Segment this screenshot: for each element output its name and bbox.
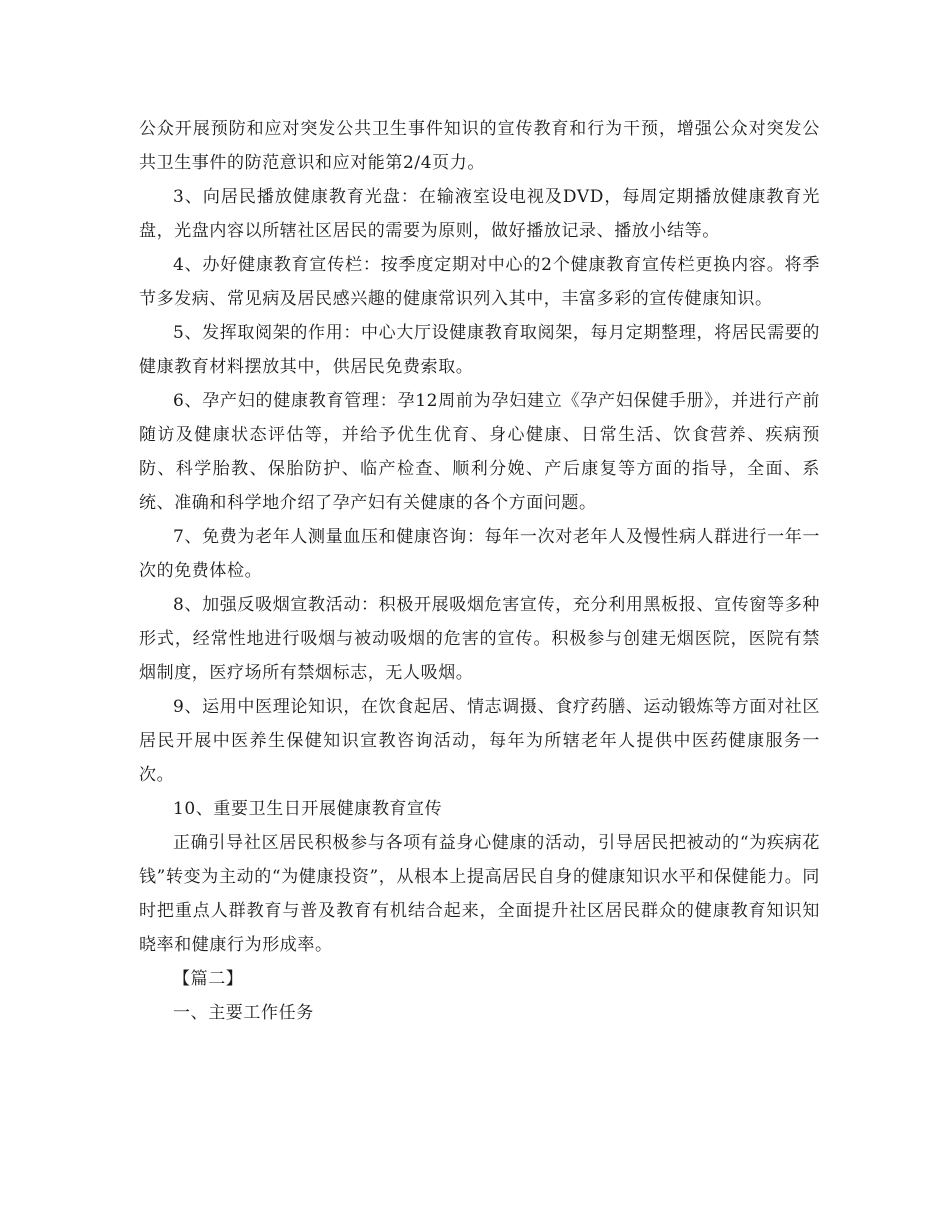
subsection-heading: 一、主要工作任务 (173, 1003, 314, 1023)
paragraph-9: 10、重要卫生日开展健康教育宣传 (173, 799, 443, 819)
paragraph-4: 5、发挥取阅架的作用：中心大厅设健康教育取阅架，每月定期整理，将居民需要的健康教育材料摆放其中，供居民免费索取。 (139, 323, 820, 377)
paragraph-2: 3、向居民播放健康教育光盘：在输液室设电视及DVD，每周定期播放健康教育光盘，光盘内容以所辖社区居民的需要为原则，做好播放记录、播放小结等。 (139, 187, 820, 241)
paragraph-3: 4、办好健康教育宣传栏：按季度定期对中心的2个健康教育宣传栏更换内容。将季节多发病、常见病及居民感兴趣的健康常识列入其中，丰富多彩的宣传健康知识。 (139, 255, 820, 309)
section-heading: 【篇二】 (173, 969, 244, 989)
paragraph-5: 6、孕产妇的健康教育管理：孕12周前为孕妇建立《孕产妇保健手册》，并进行产前随访及健康状态评估等，并给予优生优育、身心健康、日常生活、饮食营养、疾病预防、科学胎教、保胎防护、临产检查、顺利分娩、产后康复等方面的指导，全面、系统、准确和科学地介绍了孕产妇有关健康的各个方面问题。 (139, 391, 820, 513)
paragraph-7: 8、加强反吸烟宣教活动：积极开展吸烟危害宣传，充分利用黑板报、宣传窗等多种形式，经常性地进行吸烟与被动吸烟的危害的宣传。积极参与创建无烟医院，医院有禁烟制度，医疗场所有禁烟标志，无人吸烟。 (139, 595, 820, 683)
paragraph-10: 正确引导社区居民积极参与各项有益身心健康的活动，引导居民把被动的“为疾病花钱”转变为主动的“为健康投资”，从根本上提高居民自身的健康知识水平和保健能力。同时把重点人群教育与普及教育有机结合起来，全面提升社区居民群众的健康教育知识知晓率和健康行为形成率。 (139, 833, 820, 955)
document-body (139, 112, 820, 1030)
paragraph-8: 9、运用中医理论知识，在饮食起居、情志调摄、食疗药膳、运动锻炼等方面对社区居民开展中医养生保健知识宣教咨询活动，每年为所辖老年人提供中医药健康服务一次。 (139, 697, 820, 785)
paragraph-6: 7、免费为老年人测量血压和健康咨询：每年一次对老年人及慢性病人群进行一年一次的免费体检。 (139, 527, 820, 581)
paragraph-1: 公众开展预防和应对突发公共卫生事件知识的宣传教育和行为干预，增强公众对突发公共卫生事件的防范意识和应对能第2/4页力。 (139, 119, 820, 173)
